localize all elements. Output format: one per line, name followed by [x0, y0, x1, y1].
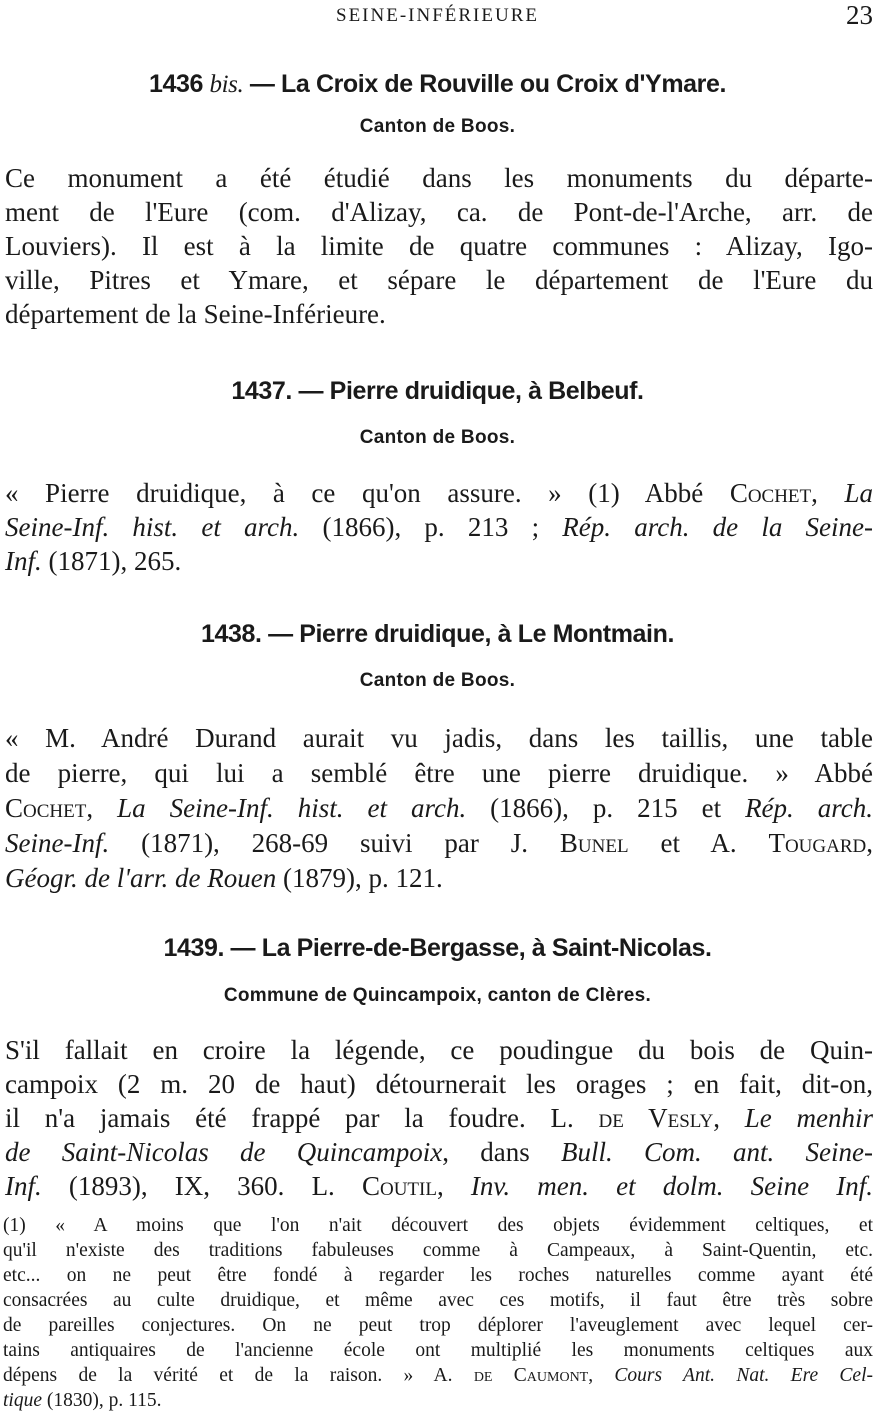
book-title: La Seine-Inf. hist. et arch.	[117, 793, 467, 823]
book-title: Seine-Inf. hist. et arch.	[5, 512, 300, 542]
author-name: Tougard	[768, 828, 867, 858]
book-title: Inf.	[5, 546, 42, 576]
author-name: Cochet	[5, 793, 87, 823]
running-title: SEINE-INFÉRIEURE	[336, 5, 539, 26]
text-line: de Saint-Nicolas de Quincampoix, dans Bull. Com. ant. Seine-	[5, 1137, 873, 1167]
entry-number: 1438.	[200, 620, 262, 648]
book-title: Seine-Inf.	[5, 828, 110, 858]
entry-title: — La Pierre-de-Bergasse, à Saint-Nicolas.	[230, 934, 712, 962]
page-number: 23	[846, 0, 873, 30]
entry-title: — Pierre druidique, à Belbeuf.	[298, 377, 644, 405]
entry-canton: Commune de Quincampoix, canton de Clères.	[223, 985, 652, 1006]
text-line: ment de l'Eure (com. d'Alizay, ca. de Pont-de-l'Arche, arr. de	[5, 197, 873, 227]
text-line: de pierre, qui lui a semblé être une pierre druidique. » Abbé	[5, 758, 873, 788]
text-line: Louviers). Il est à la limite de quatre communes : Alizay, Igo-	[5, 231, 873, 261]
text-line: S'il fallait en croire la légende, ce poudingue du bois de Quin-	[5, 1035, 873, 1065]
text-line: Ce monument a été étudié dans les monuments du départe-	[5, 163, 873, 193]
text-line: département de la Seine-Inférieure.	[5, 299, 386, 329]
footnote-line: etc... on ne peut être fondé à regarder les roches naturelles comme ayant été	[3, 1265, 873, 1286]
author-name: de Caumont	[473, 1365, 589, 1386]
book-title: Géogr. de l'arr. de Rouen	[5, 863, 277, 893]
footnote-line: tains antiquaires de l'ancienne école ont multiplié les monuments celtiques aux	[3, 1340, 873, 1361]
entry-heading-1437	[0, 377, 875, 406]
text-line: ville, Pitres et Ymare, et sépare le département de l'Eure du	[5, 265, 873, 295]
text-line: Seine-Inf. (1871), 268-69 suivi par J. Bunel et A. Tougard,	[5, 828, 873, 858]
book-title: tique	[3, 1390, 42, 1411]
book-title: Inf.	[5, 1171, 42, 1201]
author-name: de Vesly	[598, 1103, 714, 1133]
footnote-line: de pareilles conjectures. On ne peut trop déplorer l'aveuglement avec lequel cer-	[3, 1315, 873, 1336]
footnote-line: tique (1830), p. 115.	[3, 1390, 162, 1411]
book-title: Inv. men. et dolm. Seine Inf.	[470, 1171, 874, 1201]
entry-heading-1436bis	[0, 70, 875, 99]
entry-title: — La Croix de Rouville ou Croix d'Ymare.	[249, 70, 727, 98]
footnote-line: (1) « A moins que l'on n'ait découvert des objets évidemment celtiques, et	[3, 1215, 873, 1236]
text-line: « Pierre druidique, à ce qu'on assure. » (1) Abbé Cochet, La	[5, 478, 873, 508]
book-title: La	[844, 478, 873, 508]
text-line: Inf. (1893), IX, 360. L. Coutil, Inv. men. et dolm. Seine Inf.	[5, 1171, 874, 1201]
text-line: campoix (2 m. 20 de haut) détournerait les orages ; en fait, dit-on,	[5, 1069, 873, 1099]
footnote-line: consacrées au culte druidique, et même avec ces motifs, il faut être très sobre	[3, 1290, 873, 1311]
book-title: Le menhir	[744, 1103, 874, 1133]
entry-heading-1439	[0, 934, 875, 963]
book-title: de Saint-Nicolas de Quincampoix	[5, 1137, 443, 1167]
author-name: Coutil	[361, 1171, 437, 1201]
book-title: Rép. arch.	[745, 793, 874, 823]
entry-canton: Canton de Boos.	[359, 116, 516, 137]
entry-bis: bis.	[209, 71, 244, 98]
entry-heading-1438	[0, 620, 875, 649]
footnote-line: qu'il n'existe des traditions fabuleuses comme à Campeaux, à Saint-Quentin, etc.	[3, 1240, 873, 1261]
author-name: Cochet	[729, 478, 812, 508]
text-line: Inf. (1871), 265.	[5, 546, 182, 576]
entry-number: 1437.	[231, 377, 292, 405]
book-title: Cours Ant. Nat. Ere Cel-	[614, 1365, 873, 1386]
entry-canton: Canton de Boos.	[359, 427, 516, 448]
entry-number: 1439.	[163, 934, 224, 962]
book-title: Bull. Com. ant. Seine-	[560, 1137, 873, 1167]
text-line: Seine-Inf. hist. et arch. (1866), p. 213 ; Rép. arch. de la Seine-	[5, 512, 873, 542]
entry-canton: Canton de Boos.	[359, 670, 516, 691]
text-line: Géogr. de l'arr. de Rouen (1879), p. 121.	[5, 863, 443, 893]
author-name: Bunel	[559, 828, 629, 858]
footnote-line: dépens de la vérité et de la raison. » A. de Caumont, Cours Ant. Nat. Ere Cel-	[3, 1365, 873, 1386]
text-line: il n'a jamais été frappé par la foudre. L. de Vesly, Le menhir	[5, 1103, 874, 1133]
entry-title: — Pierre druidique, à Le Montmain.	[268, 620, 675, 648]
running-header	[0, 2, 875, 32]
book-title: Rép. arch. de la Seine-	[562, 512, 873, 542]
text-line: « M. André Durand aurait vu jadis, dans les taillis, une table	[5, 723, 873, 753]
text-line: Cochet, La Seine-Inf. hist. et arch. (1866), p. 215 et Rép. arch.	[5, 793, 874, 823]
entry-number: 1436	[148, 70, 203, 98]
